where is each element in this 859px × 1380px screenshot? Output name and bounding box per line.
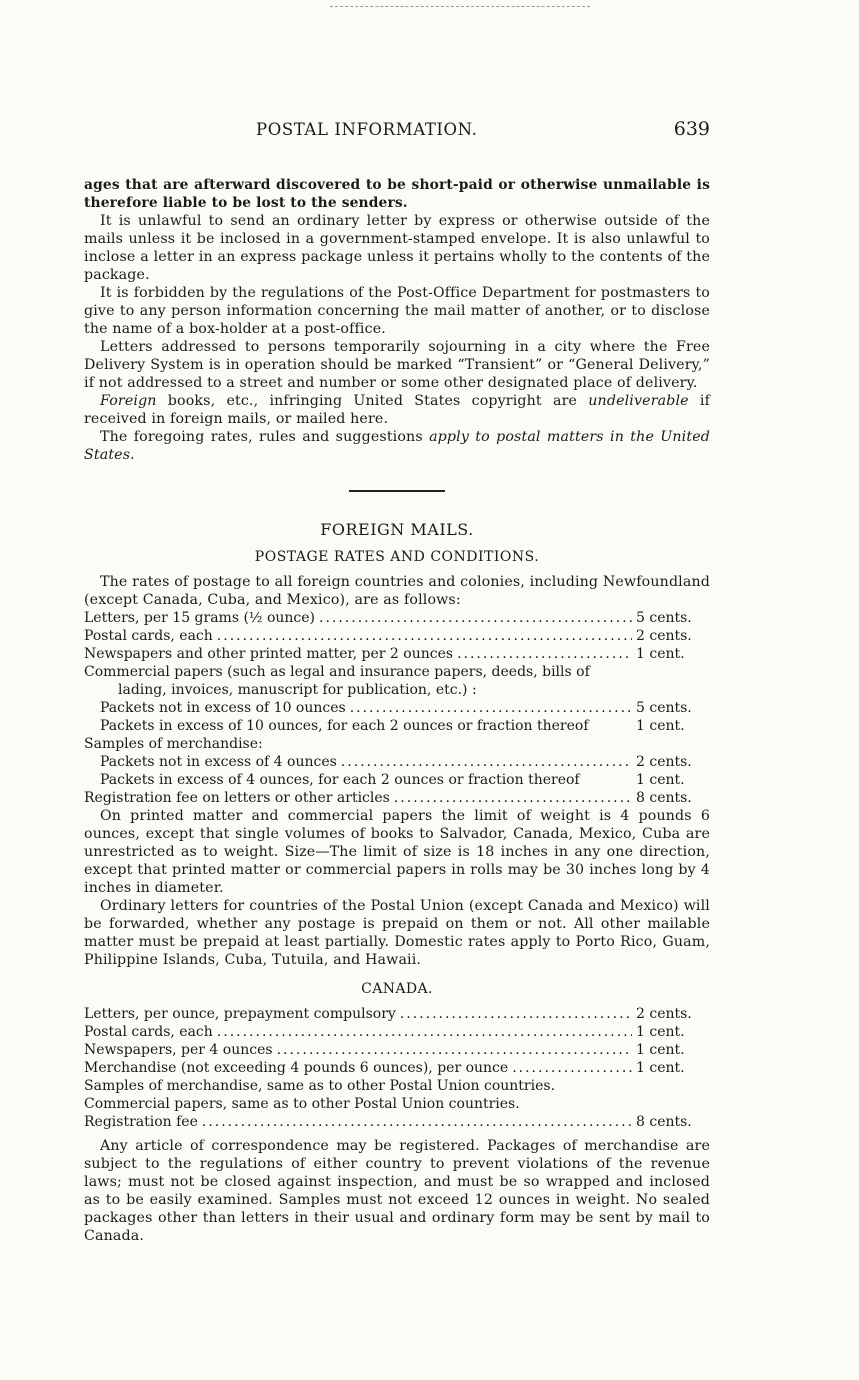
leader-dots xyxy=(512,1059,632,1077)
rate-value: 1 cent. xyxy=(636,1060,685,1076)
rate-value: 5 cents. xyxy=(636,700,692,716)
italic-foreign: Foreign xyxy=(100,393,157,409)
commercial-papers-line-2: lading, invoices, manuscript for publication, etc.) : xyxy=(118,682,477,698)
rate-value: 1 cent. xyxy=(636,772,685,788)
commercial-papers-line-1: Commercial papers (such as legal and insurance papers, deeds, bills of xyxy=(84,664,590,680)
heading-postage-rates: POSTAGE RATES AND CONDITIONS. xyxy=(254,549,540,565)
rate-label: Packets in excess of 4 ounces, for each 2 ounces or fraction thereof xyxy=(100,772,580,788)
paragraph-forbidden: It is forbidden by the regulations of the Post-Office Department for postmasters to give to any person information concerning the mail matter of another, or to disclose the name of a box-holder at a post-office. xyxy=(84,285,710,337)
rate-label: Letters, per ounce, prepayment compulsory xyxy=(84,1006,396,1022)
samples-heading: Samples of merchandise: xyxy=(84,736,263,752)
rate-row-samples-under-4 xyxy=(84,753,710,771)
leader-dots xyxy=(394,789,632,807)
rate-row-newspapers xyxy=(84,645,710,663)
leader-dots xyxy=(319,609,632,627)
canada-rate-postal-cards xyxy=(84,1023,710,1041)
rate-value: 8 cents. xyxy=(636,790,692,806)
leader-dots xyxy=(277,1041,632,1059)
paragraph-foregoing xyxy=(84,428,710,464)
scan-marks xyxy=(330,6,590,9)
page-body xyxy=(84,176,710,1245)
canada-rate-newspapers xyxy=(84,1041,710,1059)
canada-rate-letters xyxy=(84,1005,710,1023)
paragraph-express: It is unlawful to send an ordinary letter by express or otherwise outside of the mails unless it be inclosed in a government-stamped envelope. It is also unlawful to inclose a letter in an express package unless it pertains wholly to the contents of the package. xyxy=(84,213,710,283)
paragraph-rates-intro: The rates of postage to all foreign countries and colonies, including Newfoundland (except Canada, Cuba, and Mexico), are as follows: xyxy=(84,574,710,608)
rate-label: Packets not in excess of 10 ounces xyxy=(100,700,346,716)
rate-value: 5 cents. xyxy=(636,610,692,626)
rate-label: Postal cards, each xyxy=(84,1024,213,1040)
canada-rate-registration xyxy=(84,1113,710,1131)
page-header xyxy=(84,120,710,144)
paragraph-ordinary-letters: Ordinary letters for countries of the Postal Union (except Canada and Mexico) will be forwarded, whether any postage is prepaid on them or not. All other mailable matter must be prepaid at least partially. Domestic rates apply to Porto Rico, Guam, Philippine Islands, Cuba, Tutuila, and Hawaii. xyxy=(84,898,710,968)
rate-label: Registration fee xyxy=(84,1114,198,1130)
rate-value: 1 cent. xyxy=(636,1024,685,1040)
rate-label: Postal cards, each xyxy=(84,628,213,644)
section-divider xyxy=(349,490,445,492)
leader-dots xyxy=(457,645,632,663)
rate-value: 2 cents. xyxy=(636,628,692,644)
rate-value: 8 cents. xyxy=(636,1114,692,1130)
canada-commercial-line: Commercial papers, same as to other Postal Union countries. xyxy=(84,1096,520,1112)
rate-label: Letters, per 15 grams (½ ounce) xyxy=(84,610,315,626)
leader-dots xyxy=(217,627,632,645)
rate-row-commercial-under-10 xyxy=(84,699,710,717)
rate-value: 2 cents. xyxy=(636,754,692,770)
copyright-text-2: if received in foreign mails, or mailed here. xyxy=(84,393,710,427)
rate-label: Merchandise (not exceeding 4 pounds 6 ounces), per ounce xyxy=(84,1060,509,1076)
paragraph-copyright xyxy=(84,392,710,428)
rate-label: Packets in excess of 10 ounces, for each 2 ounces or fraction thereof xyxy=(100,718,589,734)
rate-value: 1 cent. xyxy=(636,718,685,734)
leader-dots xyxy=(217,1023,632,1041)
rate-value: 1 cent. xyxy=(636,646,685,662)
leader-dots xyxy=(341,753,632,771)
leader-dots xyxy=(400,1005,632,1023)
rate-label: Registration fee on letters or other articles xyxy=(84,790,390,806)
paragraph-transient: Letters addressed to persons temporarily sojourning in a city where the Free Delivery System is in operation should be marked “Transient” or “General Delivery,” if not addressed to a street and number or some other designated place of delivery. xyxy=(84,339,710,391)
heading-canada: CANADA. xyxy=(361,981,433,997)
rate-row-commercial-over-10 xyxy=(84,717,710,735)
rate-value: 2 cents. xyxy=(636,1006,692,1022)
rate-label: Newspapers and other printed matter, per 2 ounces xyxy=(84,646,454,662)
rate-row-letters xyxy=(84,609,710,627)
foregoing-text: The foregoing rates, rules and suggestions xyxy=(100,429,430,445)
running-title: POSTAL INFORMATION. xyxy=(256,120,478,139)
rate-label: Packets not in excess of 4 ounces xyxy=(100,754,337,770)
paragraph-short-paid: ages that are afterward discovered to be short-paid or otherwise unmailable is therefore liable to be lost to the senders. xyxy=(84,177,710,211)
paragraph-canada-final: Any article of correspondence may be registered. Packages of merchandise are subject to the regulations of either country to prevent violations of the revenue laws; must not be closed against inspection, and must be so wrapped and inclosed as to be easily examined. Samples must not exceed 12 ounces in weight. No sealed packages other than letters in their usual and ordinary form may be sent by mail to Canada. xyxy=(84,1138,710,1244)
canada-samples-line: Samples of merchandise, same as to other Postal Union countries. xyxy=(84,1078,556,1094)
leader-dots xyxy=(350,699,632,717)
rate-label: Newspapers, per 4 ounces xyxy=(84,1042,273,1058)
rate-value: 1 cent. xyxy=(636,1042,685,1058)
canada-rates xyxy=(84,1005,710,1131)
italic-apply: apply to postal matters in the United States. xyxy=(84,429,710,463)
canada-rate-merchandise xyxy=(84,1059,710,1077)
italic-undeliverable: undeliverable xyxy=(588,393,689,409)
page-number: 639 xyxy=(673,118,710,140)
paragraph-printed-matter: On printed matter and commercial papers the limit of weight is 4 pounds 6 ounces, except that single volumes of books to Salvador, Canada, Mexico, Cuba are unrestricted as to weight. Size—The limit of size is 18 inches in any one direction, except that printed matter or commercial papers in rolls may be 30 inches long by 4 inches in diameter. xyxy=(84,808,710,896)
rate-row-postal-cards xyxy=(84,627,710,645)
rate-row-registration xyxy=(84,789,710,807)
copyright-text-1: books, etc., infringing United States copyright are xyxy=(156,393,589,409)
heading-foreign-mails: FOREIGN MAILS. xyxy=(320,520,474,539)
leader-dots xyxy=(202,1113,632,1131)
rate-row-samples-over-4 xyxy=(84,771,710,789)
